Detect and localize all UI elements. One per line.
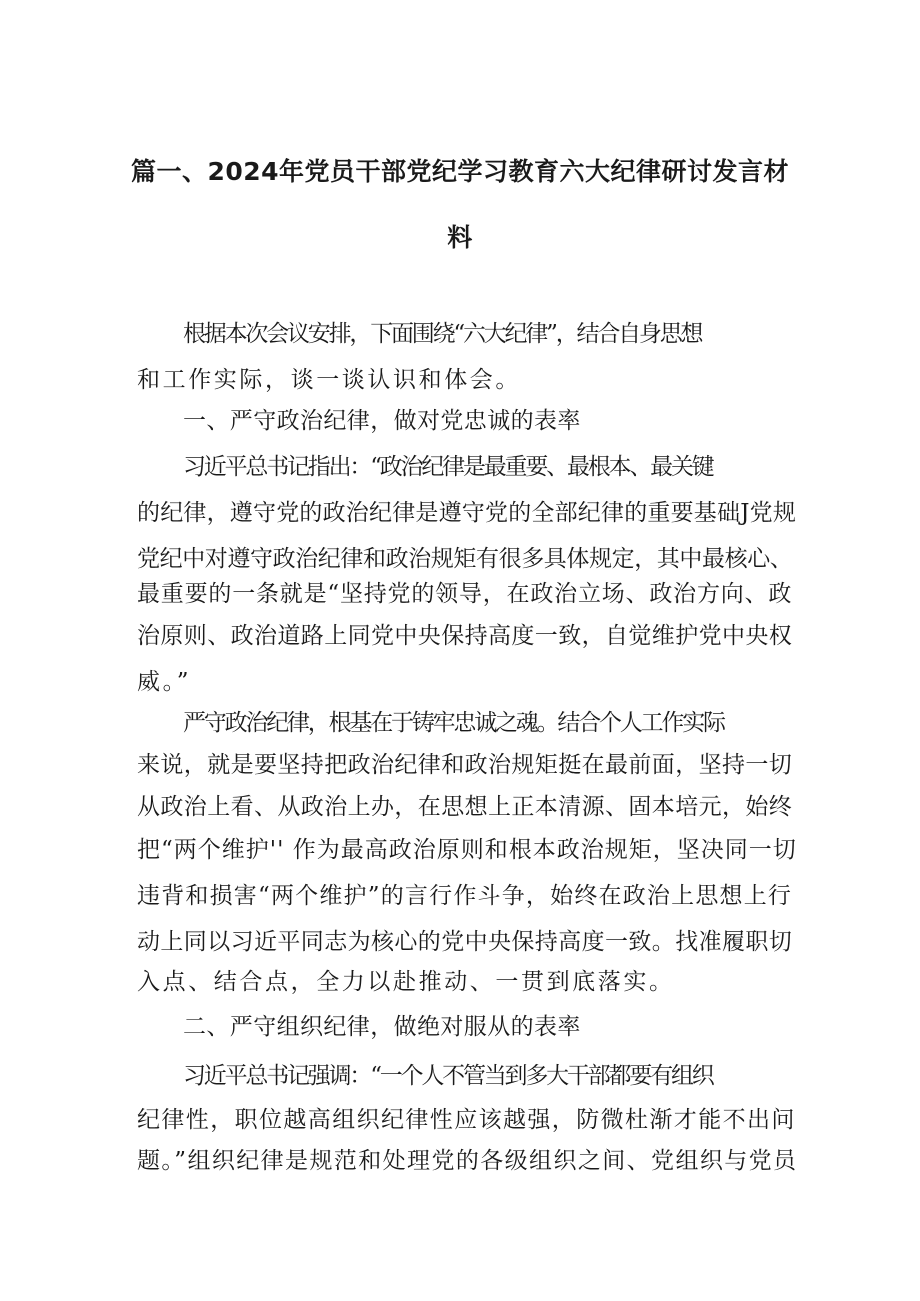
paragraph-line: 纪律性，职位越高组织纪律性应该越强，防微杜渐才能不出问: [137, 1107, 796, 1133]
section-heading-organizational-discipline: 二、严守组织纪律，做绝对服从的表率: [183, 1014, 581, 1040]
paragraph-line: 从政治上看、从政治上办，在思想上正本清源、固本培元，始终: [137, 794, 793, 820]
document-title-line-1: 篇一、2024年党员干部党纪学习教育六大纪律研讨发言材: [130, 157, 790, 186]
paragraph-line: 违背和损害“两个维护”的言行作斗争，始终在政治上思想上行: [137, 883, 793, 909]
document-title-line-2: 料: [447, 223, 473, 252]
paragraph-line: 入点、结合点，全力以赴推动、一贯到底落实。: [137, 969, 675, 995]
intro-line: 和工作实际，谈一谈认识和体会。: [137, 367, 521, 393]
paragraph-line: 严守政治纪律，根基在于铸牢忠诚之魂。结合个人工作实际: [183, 710, 724, 736]
paragraph-line: 题。”组织纪律是规范和处理党的各级组织之间、党组织与党员: [137, 1148, 798, 1174]
section-heading-political-discipline: 一、严守政治纪律，做对党忠诚的表率: [183, 408, 581, 434]
paragraph-line: 威。”: [137, 669, 192, 695]
paragraph-line: 动上同以习近平同志为核心的党中央保持高度一致。找准履职切: [137, 929, 793, 955]
paragraph-line: 最重要的一条就是“坚持党的领导，在政治立场、政治方向、政: [137, 581, 793, 607]
paragraph-line: 党纪中对遵守政治纪律和政治规矩有很多具体规定，其中最核心、: [137, 546, 793, 572]
paragraph-line: 习近平总书记指出：“政治纪律是最重要、最根本、最关键: [183, 454, 713, 480]
paragraph-line: 治原则、政治道路上同党中央保持高度一致，自觉维护党中央权: [137, 623, 793, 649]
paragraph-line: 把“两个维护'' 作为最高政治原则和根本政治规矩，坚决同一切: [137, 837, 797, 863]
paragraph-line: 来说，就是要坚持把政治纪律和政治规矩挺在最前面，坚持一切: [137, 752, 793, 778]
paragraph-line: 习近平总书记强调：“一个人不管当到多大干部都要有组织: [183, 1063, 713, 1089]
intro-line: 根据本次会议安排，下面围绕“六大纪律”，结合自身思想: [183, 321, 702, 347]
paragraph-line: 的纪律，遵守党的政治纪律是遵守党的全部纪律的重要基础J党规: [137, 500, 797, 526]
